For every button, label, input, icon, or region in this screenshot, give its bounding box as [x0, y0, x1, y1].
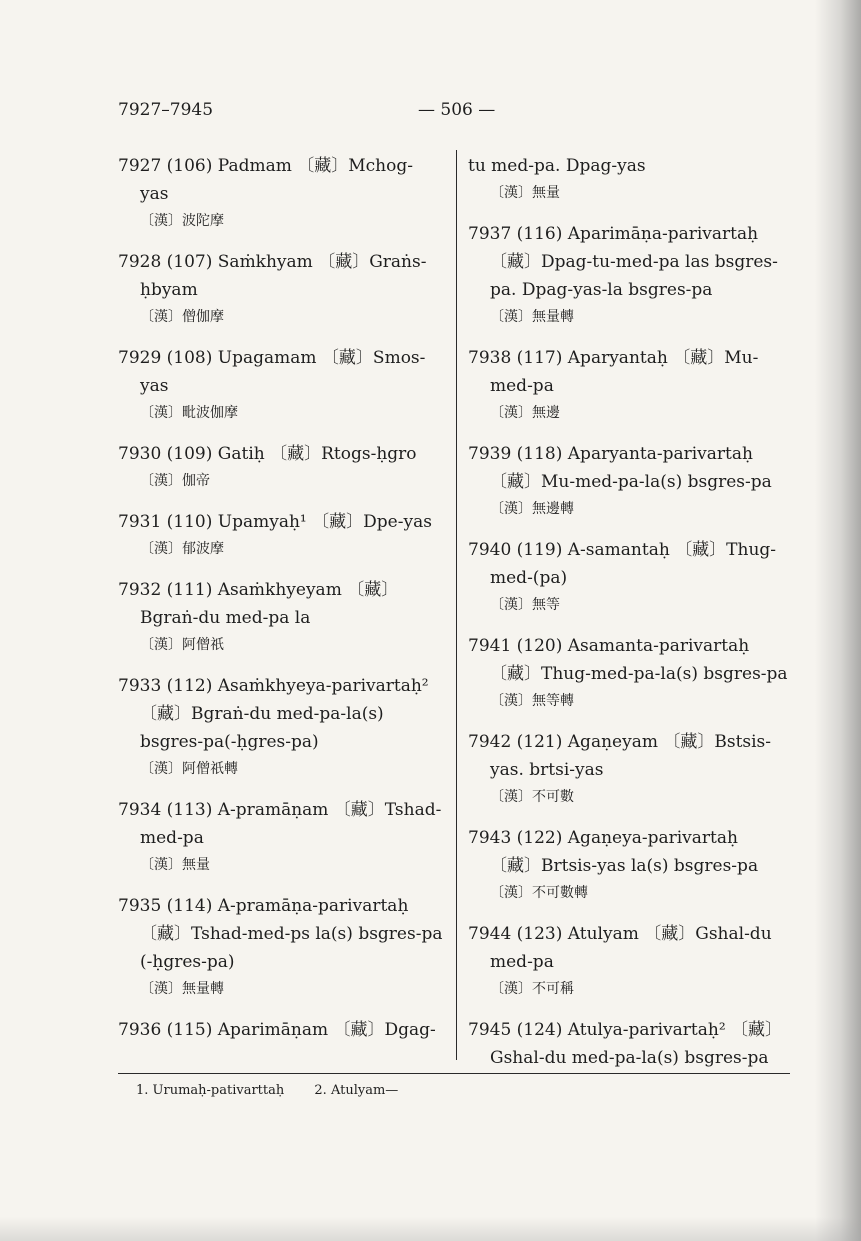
entry-headline: 7930 (109) Gatiḥ 〔藏〕Rtogs-ḥgro: [118, 444, 417, 464]
entry-continuation: (-ḥgres-pa): [140, 952, 235, 972]
dictionary-entry: [468, 1016, 808, 1072]
footnotes: [136, 1083, 424, 1098]
dictionary-entry: [118, 152, 458, 234]
entry-continuation: 〔藏〕Mu-med-pa-la(s) bsgres-pa: [490, 472, 772, 492]
chinese-equivalent: 〔漢〕不可數: [490, 789, 574, 805]
entry-continuation: Gshal-du med-pa-la(s) bsgres-pa: [490, 1048, 769, 1068]
entry-continuation: med-pa: [140, 828, 204, 848]
entry-headline: 7933 (112) Asaṁkhyeya-parivartaḥ²: [118, 676, 429, 696]
dictionary-entry: [468, 344, 808, 426]
chinese-equivalent: 〔漢〕阿僧祇: [140, 637, 224, 653]
dictionary-entry: [468, 632, 808, 714]
dictionary-entry: [118, 796, 458, 878]
dictionary-entry: [118, 892, 458, 1002]
entry-headline: 7928 (107) Saṁkhyam 〔藏〕Graṅs-: [118, 252, 427, 272]
column-divider: [456, 150, 457, 1060]
dictionary-entry: [118, 440, 458, 494]
entry-headline: 7938 (117) Aparyantaḥ 〔藏〕Mu-: [468, 348, 759, 368]
entry-headline: 7935 (114) A-pramāṇa-parivartaḥ: [118, 896, 409, 916]
footnote-1: 1. Urumaḥ-pativarttaḥ: [136, 1083, 285, 1098]
dictionary-entry: [118, 576, 458, 658]
entry-headline: 7932 (111) Asaṁkhyeyam 〔藏〕: [118, 580, 399, 600]
entry-headline: 7945 (124) Atulya-parivartaḥ² 〔藏〕: [468, 1020, 783, 1040]
entry-continuation: pa. Dpag-yas-la bsgres-pa: [490, 280, 713, 300]
chinese-equivalent: 〔漢〕無量轉: [140, 981, 224, 997]
entry-continuation: yas: [140, 376, 169, 396]
footnote-rule: [118, 1073, 790, 1074]
entry-continuation: yas. brtsi-yas: [490, 760, 604, 780]
chinese-equivalent: 〔漢〕無等轉: [490, 693, 574, 709]
page-bottom-shadow: [0, 1217, 861, 1241]
chinese-equivalent: 〔漢〕無量: [140, 857, 210, 873]
chinese-equivalent: 〔漢〕無等: [490, 597, 560, 613]
entry-continuation: ḥbyam: [140, 280, 198, 300]
entry-headline: 7939 (118) Aparyanta-parivartaḥ: [468, 444, 753, 464]
entry-headline: tu med-pa. Dpag-yas: [468, 156, 646, 176]
entry-continuation: 〔藏〕Bgraṅ-du med-pa-la(s): [140, 704, 384, 724]
entry-continuation: med-pa: [490, 376, 554, 396]
dictionary-entry: [118, 344, 458, 426]
entry-headline: 7931 (110) Upamyaḥ¹ 〔藏〕Dpe-yas: [118, 512, 432, 532]
dictionary-entry: [468, 728, 808, 810]
entry-continuation: bsgres-pa(-ḥgres-pa): [140, 732, 319, 752]
chinese-equivalent: 〔漢〕無量轉: [490, 309, 574, 325]
entry-continuation: med-pa: [490, 952, 554, 972]
chinese-equivalent: 〔漢〕毗波伽摩: [140, 405, 238, 421]
entry-continuation: med-(pa): [490, 568, 568, 588]
entry-continuation: 〔藏〕Tshad-med-ps la(s) bsgres-pa: [140, 924, 443, 944]
chinese-equivalent: 〔漢〕伽帝: [140, 473, 210, 489]
entry-headline: 7937 (116) Aparimāṇa-parivartaḥ: [468, 224, 759, 244]
entry-headline: 7927 (106) Padmam 〔藏〕Mchog-: [118, 156, 413, 176]
entry-continuation: 〔藏〕Brtsis-yas la(s) bsgres-pa: [490, 856, 759, 876]
chinese-equivalent: 〔漢〕無量: [490, 185, 560, 201]
dictionary-entry: [118, 248, 458, 330]
left-column: [118, 152, 458, 1058]
footnote-2: 2. Atulyam—: [314, 1083, 399, 1098]
dictionary-entry: [468, 536, 808, 618]
entry-headline: 7936 (115) Aparimāṇam 〔藏〕Dgag-: [118, 1020, 436, 1040]
dictionary-entry: [468, 440, 808, 522]
chinese-equivalent: 〔漢〕不可數轉: [490, 885, 588, 901]
dictionary-entry: [468, 220, 808, 330]
entry-headline: 7943 (122) Agaṇeya-parivartaḥ: [468, 828, 738, 848]
right-column: [468, 152, 808, 1086]
entry-headline: 7929 (108) Upagamam 〔藏〕Smos-: [118, 348, 426, 368]
chinese-equivalent: 〔漢〕無邊: [490, 405, 560, 421]
entry-headline: 7934 (113) A-pramāṇam 〔藏〕Tshad-: [118, 800, 442, 820]
entry-continuation: 〔藏〕Thug-med-pa-la(s) bsgres-pa: [490, 664, 788, 684]
dictionary-entry: [468, 920, 808, 1002]
chinese-equivalent: 〔漢〕波陀摩: [140, 213, 224, 229]
chinese-equivalent: 〔漢〕郁波摩: [140, 541, 224, 557]
entry-headline: 7940 (119) A-samantaḥ 〔藏〕Thug-: [468, 540, 777, 560]
chinese-equivalent: 〔漢〕無邊轉: [490, 501, 574, 517]
dictionary-entry: [468, 824, 808, 906]
entry-continuation: Bgraṅ-du med-pa la: [140, 608, 311, 628]
dictionary-entry: [118, 672, 458, 782]
chinese-equivalent: 〔漢〕阿僧祇轉: [140, 761, 238, 777]
chinese-equivalent: 〔漢〕僧伽摩: [140, 309, 224, 325]
entry-headline: 7941 (120) Asamanta-parivartaḥ: [468, 636, 750, 656]
page-number: — 506 —: [418, 100, 496, 120]
dictionary-entry: [118, 1016, 458, 1044]
entry-continuation: 〔藏〕Dpag-tu-med-pa las bsgres-: [490, 252, 778, 272]
entry-headline: 7944 (123) Atulyam 〔藏〕Gshal-du: [468, 924, 772, 944]
dictionary-entry: [118, 508, 458, 562]
chinese-equivalent: 〔漢〕不可稱: [490, 981, 574, 997]
dictionary-entry: [468, 152, 808, 206]
entry-range: 7927–7945: [118, 100, 214, 120]
entry-continuation: yas: [140, 184, 169, 204]
entry-headline: 7942 (121) Agaṇeyam 〔藏〕Bstsis-: [468, 732, 772, 752]
page-edge-shadow: [815, 0, 861, 1241]
page-header: [118, 100, 798, 128]
